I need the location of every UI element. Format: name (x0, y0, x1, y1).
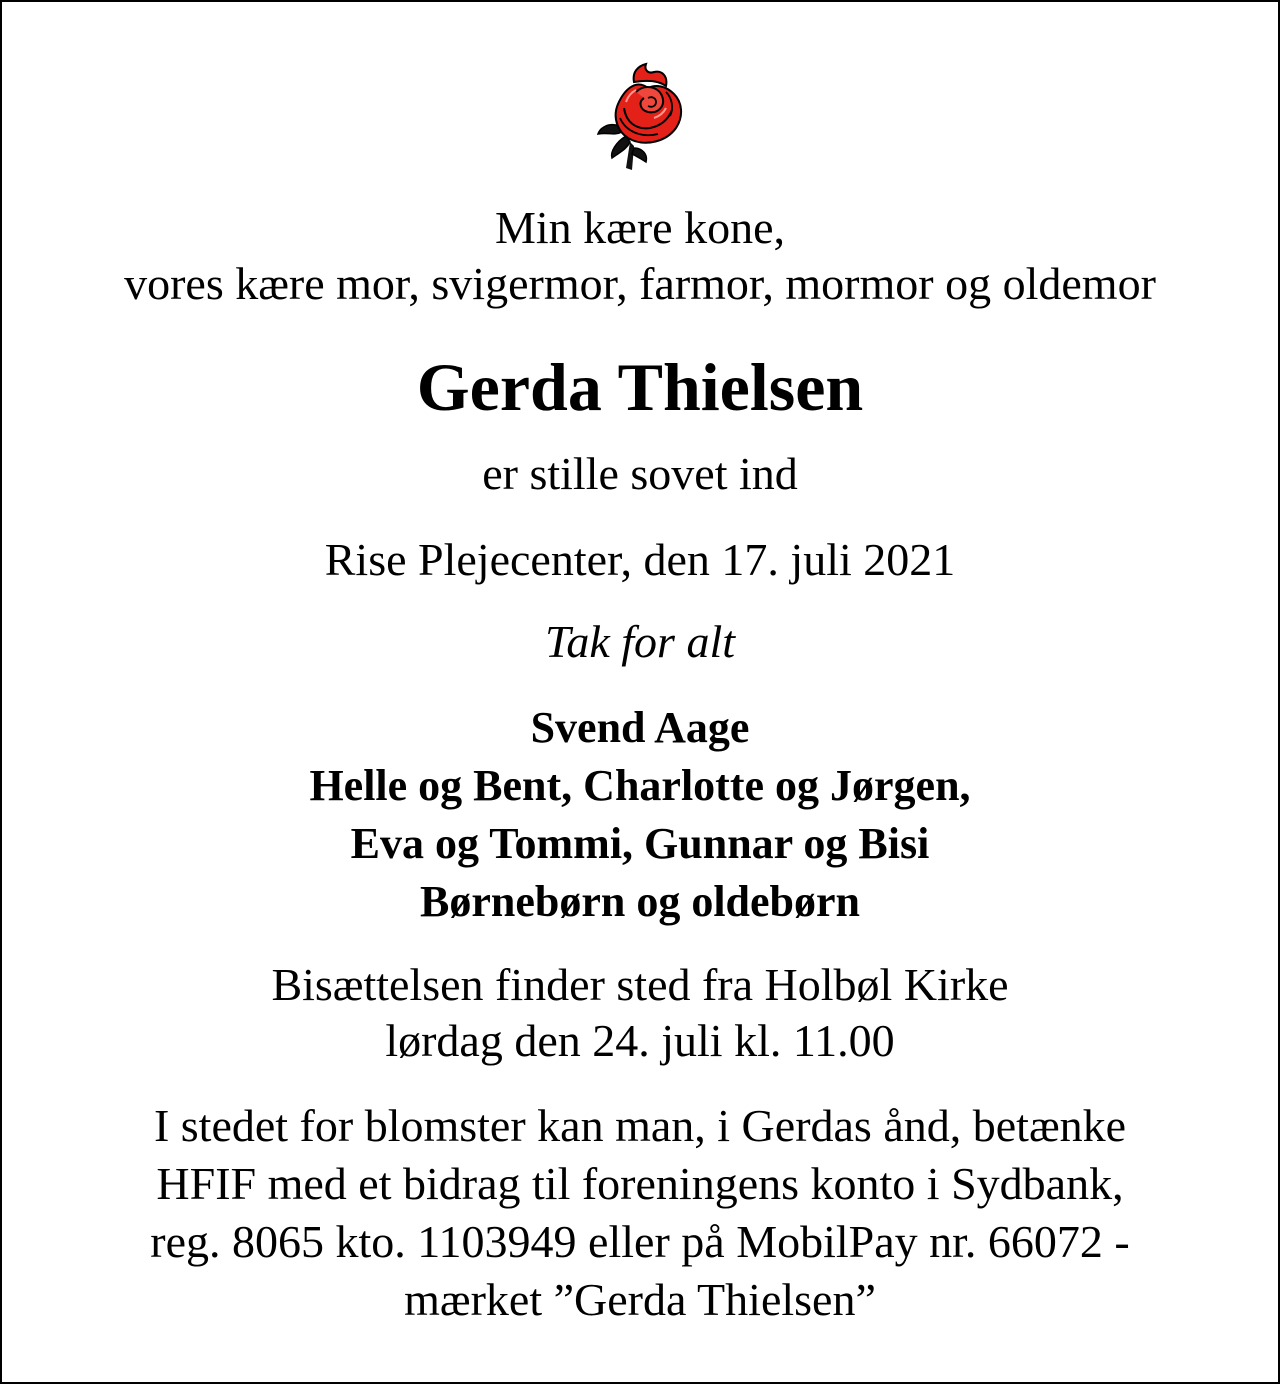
donation-line: reg. 8065 kto. 1103949 eller på MobilPay nr. 66072 - (150, 1216, 1130, 1267)
family-line: Børnebørn og oldebørn (419, 877, 861, 926)
intro-text (2, 200, 1278, 312)
family-list (2, 699, 1278, 931)
deceased-name: Gerda Thielsen (416, 349, 864, 425)
thanks-text: Tak for alt (544, 616, 736, 667)
funeral-info (2, 957, 1278, 1069)
donation-line: I stedet for blomster kan man, i Gerdas ånd, betænke (153, 1100, 1127, 1151)
passed-text: er stille sovet ind (482, 448, 798, 499)
family-line: Helle og Bent, Charlotte og Jørgen, (309, 761, 971, 810)
funeral-line-1: Bisættelsen finder sted fra Holbøl Kirke (271, 959, 1009, 1010)
intro-line-2: vores kære mor, svigermor, farmor, mormor og oldemor (124, 258, 1156, 309)
donation-info (2, 1097, 1278, 1329)
donation-line: mærket ”Gerda Thielsen” (404, 1274, 876, 1325)
family-line: Eva og Tommi, Gunnar og Bisi (350, 819, 930, 868)
family-line: Svend Aage (530, 703, 750, 752)
donation-line: HFIF med et bidrag til foreningens konto i Sydbank, (156, 1158, 1124, 1209)
rose-icon (596, 62, 692, 172)
place-date: Rise Plejecenter, den 17. juli 2021 (324, 534, 956, 585)
intro-line-1: Min kære kone, (494, 202, 785, 253)
funeral-line-2: lørdag den 24. juli kl. 11.00 (385, 1015, 895, 1066)
